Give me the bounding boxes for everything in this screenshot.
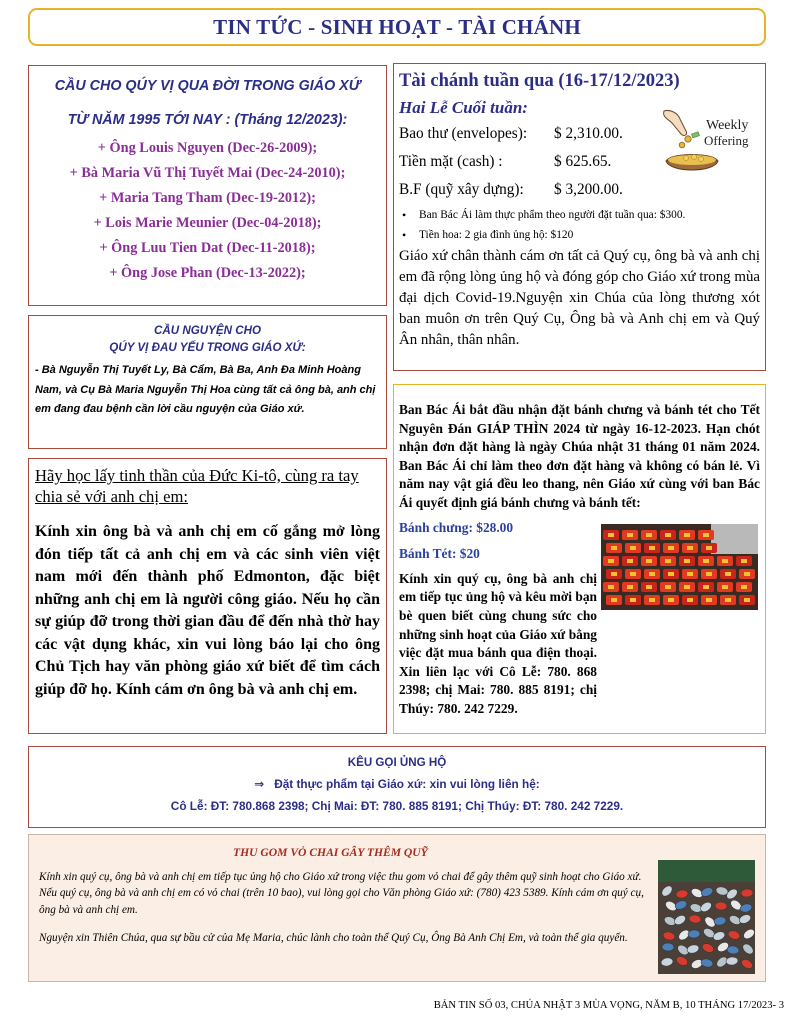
cake-label xyxy=(744,572,750,576)
finance-subtitle: Hai Lễ Cuối tuần: xyxy=(399,98,528,117)
cake-label xyxy=(646,585,652,589)
memorial-name: + Bà Maria Vũ Thị Tuyết Mai (Dec-24-2010); xyxy=(69,165,346,181)
banh-chung-price: Bánh chưng: $28.00 xyxy=(399,519,514,535)
cake-label xyxy=(668,598,674,602)
page-header xyxy=(28,8,766,46)
finance-thanks: Giáo xứ chân thành cám ơn tất cả Quý cụ, ông bà và anh chị em đã rộng lòng ủng hộ và đóng góp cho Giáo xứ trong mùa đại dịch Covid-19.Nguyện xin Chúa của lòng thương xót ban muôn ơn trên Quý Cụ, Ông bà và Anh chị em và Quý Ân nhân, thân nhân. xyxy=(399,248,760,348)
weekly-label-line2: Offering xyxy=(704,133,749,148)
memorial-name: + Ông Luu Tien Dat (Dec-11-2018); xyxy=(99,240,316,256)
cake-label xyxy=(722,559,728,563)
prayer-box xyxy=(28,315,387,449)
cake-label xyxy=(627,585,633,589)
cake-label xyxy=(668,572,674,576)
banh-outro-text: Kính xin quý cụ, ông bà anh chị em tiếp tục ủng hộ và kêu mời bạn bè quen biết cùng chung sức cho những sinh hoạt của Giáo xứ bằng việc đặt mua bánh qua điện thoại. Xin liên lạc với Cô Lễ: 780. 868 2398; chị Mai: 780. 885 8191; chị Thúy: 780. 242 7229. xyxy=(399,570,597,716)
memorial-title-line1: CẦU CHO QÚY VỊ QUA ĐỜI TRONG GIÁO XỨ xyxy=(54,78,361,94)
page-footer: BẢN TIN SỐ 03, CHÚA NHẬT 3 MÙA VỌNG, NĂM B, 10 THÁNG 17/2023- 3 xyxy=(433,1000,784,1011)
memorial-name: + Maria Tang Tham (Dec-19-2012); xyxy=(99,190,316,206)
appeal-line1-text: Đặt thực phẩm tại Giáo xứ: xin vui lòng liên hệ: xyxy=(274,777,540,791)
finance-title: Tài chánh tuần qua (16-17/12/2023) xyxy=(399,71,680,91)
cake-label xyxy=(665,559,671,563)
cake-label xyxy=(630,546,636,550)
memorial-name: + Ông Jose Phan (Dec-13-2022); xyxy=(109,265,306,281)
cake-label xyxy=(646,559,652,563)
cake-label xyxy=(611,572,617,576)
cake-label xyxy=(665,533,671,537)
prayer-title-line2: QÚY VỊ ĐAU YẾU TRONG GIÁO XỨ: xyxy=(109,341,306,354)
cake-label xyxy=(703,559,709,563)
arrow-right-icon: ⇒ xyxy=(254,777,265,791)
cake-label xyxy=(725,572,731,576)
bottle-collection-box xyxy=(28,834,766,982)
cake-label xyxy=(611,598,617,602)
cake-label xyxy=(608,585,614,589)
cake-label xyxy=(687,598,693,602)
cake-label xyxy=(706,572,712,576)
prayer-body: - Bà Nguyễn Thị Tuyết Ly, Bà Cẩm, Bà Ba, Anh Đa Minh Hoàng Nam, và Cụ Bà Maria Nguyễn Thị Hoa cùng tất cả ông bà, anh chị em đang đau bệnh cần lời cầu nguyện của Giáo xứ. xyxy=(35,364,376,415)
bottles-paragraph-2: Nguyện xin Thiên Chúa, qua sự bầu cử của Mẹ Maria, chúc lành cho toàn thể Quý Cụ, Ông Bà Anh Chị Em, và toàn thể gia quyến. xyxy=(39,932,628,945)
cake-label xyxy=(646,533,652,537)
cake-label xyxy=(744,598,750,602)
memorial-box xyxy=(28,65,387,306)
cake-label xyxy=(627,559,633,563)
cake-label xyxy=(611,546,617,550)
finance-bullet: • Tiền hoa: 2 gia đình ủng hộ: $120 xyxy=(399,225,760,245)
cake-label xyxy=(684,533,690,537)
cake-label xyxy=(630,572,636,576)
cake-label xyxy=(649,572,655,576)
banh-intro: Ban Bác Ái bắt đầu nhận đặt bánh chưng và bánh tét cho Tết Nguyên Đán GIÁP THÌN 2024 từ ngày 16-12-2023. Hạn chót nhận đơn đặt hàng là ngày Chúa nhật 31 tháng 01 năm 2024. Ban Bác Ái chỉ làm theo đơn đặt hàng và không có bán lẻ. Vì năm nay vật giá đều leo thang, nên Giáo xứ cùng với ban Bác Ái quyết định giá bánh chưng và bánh tết: xyxy=(399,402,760,510)
finance-row-label: B.F (quỹ xây dựng): xyxy=(399,181,524,198)
cake-label xyxy=(722,585,728,589)
cake-label xyxy=(706,546,712,550)
bottle-can xyxy=(715,902,727,910)
page-title: TIN TỨC - SINH HOẠT - TÀI CHÁNH xyxy=(213,14,581,39)
cake-label xyxy=(684,559,690,563)
finance-box xyxy=(393,63,766,371)
cakes-photo xyxy=(601,524,758,610)
cake-label xyxy=(649,598,655,602)
cake-label xyxy=(630,598,636,602)
cake-label xyxy=(627,533,633,537)
banh-tet-price: Bánh Tét: $20 xyxy=(399,546,480,562)
cake-label xyxy=(687,572,693,576)
memorial-name: + Lois Marie Meunier (Dec-04-2018); xyxy=(93,215,322,231)
prayer-title-line1: CẦU NGUYỆN CHO xyxy=(154,324,261,337)
memorial-title-line2: TỪ NĂM 1995 TỚI NAY : (Tháng 12/2023): xyxy=(67,112,348,128)
cake-label xyxy=(668,546,674,550)
bottle-can xyxy=(662,943,674,951)
finance-bullet: • Ban Bác Ái làm thực phẩm theo người đặt tuần qua: $300. xyxy=(399,205,760,225)
finance-row-label: Tiền mặt (cash) : xyxy=(399,153,503,170)
finance-row-value: $ 625.65. xyxy=(554,153,612,170)
finance-row-label: Bao thư (envelopes): xyxy=(399,125,528,142)
cake-label xyxy=(649,546,655,550)
weekly-label-line1: Weekly xyxy=(706,118,749,133)
finance-row-value: $ 3,200.00. xyxy=(554,181,623,198)
finance-row-building-fund xyxy=(399,176,760,204)
cake-label xyxy=(665,585,671,589)
cake-label xyxy=(703,585,709,589)
banh-tet-box xyxy=(393,384,766,734)
finance-bullets xyxy=(399,205,760,245)
appeal-title: KÊU GỌI ỦNG HỘ xyxy=(347,756,447,769)
cake-label xyxy=(741,559,747,563)
weekly-offering-illustration xyxy=(658,107,749,177)
spirit-box xyxy=(28,458,387,734)
cake-label xyxy=(687,546,693,550)
appeal-box xyxy=(28,746,766,828)
spirit-heading: Hãy học lấy tinh thần của Đức Ki-tô, cùng ra tay chia sẻ với anh chị em: xyxy=(35,466,359,506)
cake-label xyxy=(703,533,709,537)
memorial-name: + Ông Louis Nguyen (Dec-26-2009); xyxy=(97,140,318,156)
appeal-line1 xyxy=(29,773,765,795)
spirit-body: Kính xin ông bà và anh chị em cố gắng mở lòng đón tiếp tất cả anh chị em và các sinh viên việt nam mới đến thành phố Edmonton, đặc biệt những anh chị em là người công giáo. Nếu họ cần sự giúp đỡ trong thời gian đầu để đến nhà thờ hay các vật dụng khác, xin vui lòng báo lại cho ông Chủ Tịch hay văn phòng giáo xứ biết để tìm cách giúp đỡ họ. Kính cám ơn ông bà và anh chị em. xyxy=(35,523,380,698)
cake-label xyxy=(608,559,614,563)
cake-label xyxy=(684,585,690,589)
bottles-title: THU GOM VỎ CHAI GÂY THÊM QUỸ xyxy=(233,846,428,859)
cake-label xyxy=(741,585,747,589)
cake-label xyxy=(725,598,731,602)
cake-label xyxy=(706,598,712,602)
bottles-paragraph-1: Kính xin quý cụ, ông bà và anh chị em tiếp tục ủng hộ cho Giáo xứ trong việc thu gom vỏ chai để gây thêm quỹ sinh hoạt cho Giáo xứ. Nếu quý cụ, ông bà và anh chị em có vỏ chai (trên 10 bao), vui lòng gọi cho Văn phòng Giáo xứ: (780) 423 5389. Kính cám ơn quý cụ, ông bà và anh chị em. xyxy=(39,871,644,916)
cake-label xyxy=(608,533,614,537)
finance-row-value: $ 2,310.00. xyxy=(554,125,623,142)
bottles-photo xyxy=(658,860,755,974)
appeal-line2: Cô Lễ: ĐT: 780.868 2398; Chị Mai: ĐT: 780. 885 8191; Chị Thúy: ĐT: 780. 242 7229. xyxy=(170,799,624,813)
